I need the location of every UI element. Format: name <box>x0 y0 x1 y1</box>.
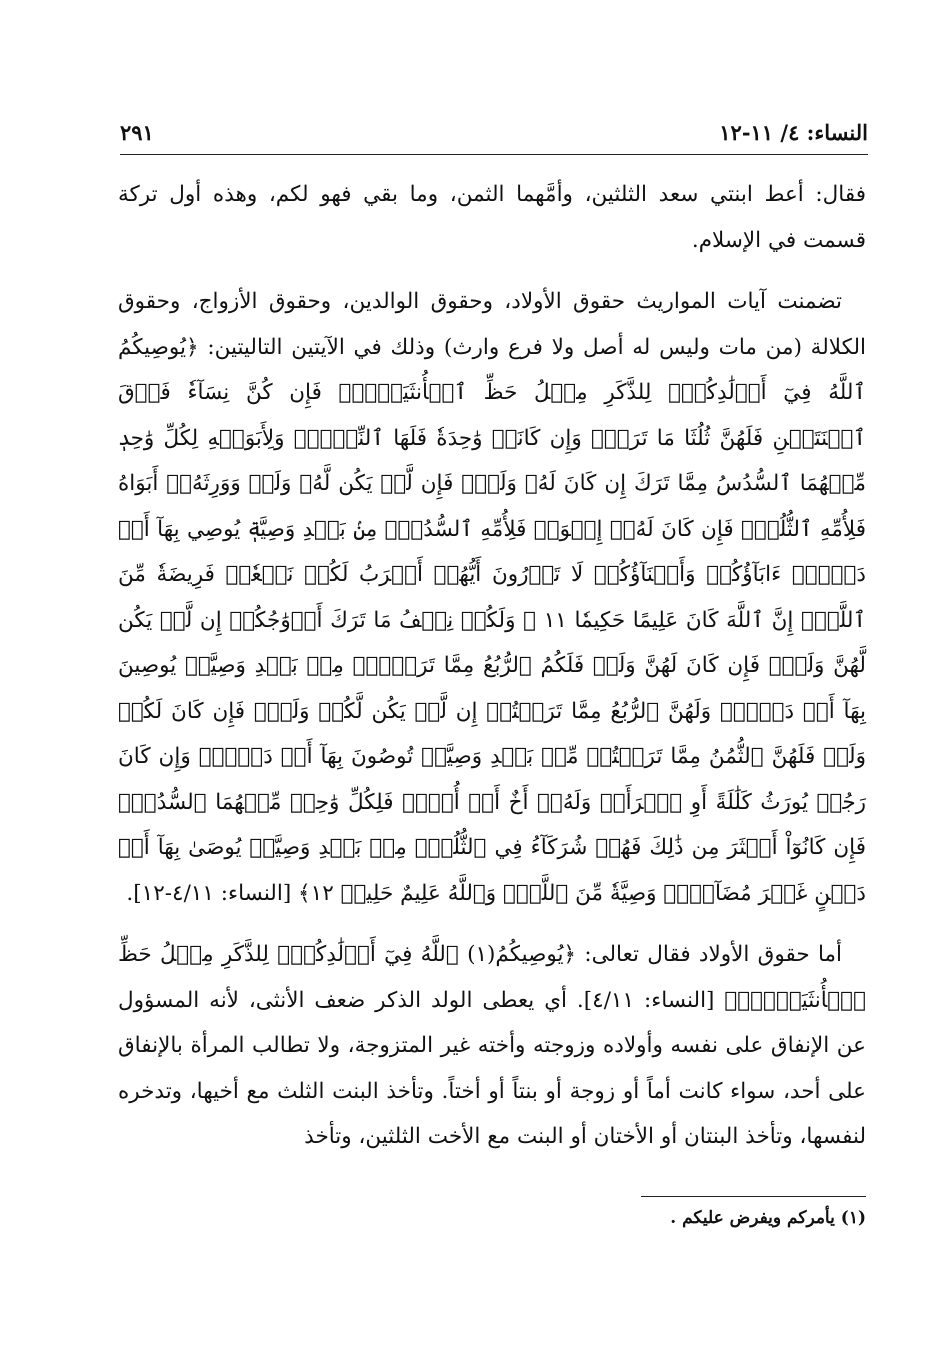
running-head: النساء: ٤/ ١١-١٢ <box>719 120 868 145</box>
body-text <box>118 172 866 1176</box>
paragraph-1: فقال: أعط ابنتي سعد الثلثين، وأمَّهما الثمن، وما بقي فهو لكم، وهذه أول تركة قسمت في الإسلام. <box>118 182 866 253</box>
paragraph-2: تضمنت آيات المواريث حقوق الأولاد، وحقوق الوالدين، وحقوق الأزواج، وحقوق الكلالة (من مات وليس له أصل ولا فرع وارث) وذلك في الآيتين التاليتين: ﴿يُوصِيكُمُ ٱللَّهُ فِيٓ أَوۡلَٰدِكُمۡۖ لِلذَّكَرِ مِثۡلُ حَظِّ ٱلۡأُنثَيَيۡنِۚ فَإِن كُنَّ نِسَآءٗ فَوۡقَ ٱثۡنَتَيۡنِ فَلَهُنَّ ثُلُثَا مَا تَرَكَۖ وَإِن كَانَتۡ وَٰحِدَةٗ فَلَهَا ٱلنِّصۡفُۚ وَلِأَبَوَيۡهِ لِكُلِّ وَٰحِدٖ مِّنۡهُمَا ٱلسُّدُسُ مِمَّا تَرَكَ إِن كَانَ لَهُۥ وَلَدٞۚ فَإِن لَّمۡ يَكُن لَّهُۥ وَلَدٞ وَوَرِثَهُۥٓ أَبَوَاهُ فَلِأُمِّهِ ٱلثُّلُثُۚ فَإِن كَانَ لَهُۥٓ إِخۡوَةٞ فَلِأُمِّهِ ٱلسُّدُسُۚ مِنۢ بَعۡدِ وَصِيَّةٖ يُوصِي بِهَآ أَوۡ دَيۡنٍۗ ءَابَآؤُكُمۡ وَأَبۡنَآؤُكُمۡ لَا تَدۡرُونَ أَيُّهُمۡ أَقۡرَبُ لَكُمۡ نَفۡعٗاۚ فَرِيضَةٗ مِّنَ ٱللَّهِۗ إِنَّ ٱللَّهَ كَانَ عَلِيمًا حَكِيمٗا ١١ ۞ وَلَكُمۡ نِصۡفُ مَا تَرَكَ أَزۡوَٰجُكُمۡ إِن لَّمۡ يَكُن لَّهُنَّ وَلَدٞۚ فَإِن كَانَ لَهُنَّ وَلَدٞ فَلَكُمُ ٱلرُّبُعُ مِمَّا تَرَكۡنَۚ مِنۢ بَعۡدِ وَصِيَّةٖ يُوصِينَ بِهَآ أَوۡ دَيۡنٖۚ وَلَهُنَّ ٱلرُّبُعُ مِمَّا تَرَكۡتُمۡ إِن لَّمۡ يَكُن لَّكُمۡ وَلَدٞۚ فَإِن كَانَ لَكُمۡ وَلَدٞ فَلَهُنَّ ٱلثُّمُنُ مِمَّا تَرَكۡتُمۚ مِّنۢ بَعۡدِ وَصِيَّةٖ تُوصُونَ بِهَآ أَوۡ دَيۡنٖۗ وَإِن كَانَ رَجُلٞ يُورَثُ كَلَٰلَةً أَوِ ٱمۡرَأَةٞ وَلَهُۥٓ أَخٌ أَوۡ أُخۡتٞ فَلِكُلِّ وَٰحِدٖ مِّنۡهُمَا ٱلسُّدُسُۚ فَإِن كَانُوٓاْ أَكۡثَرَ مِن ذَٰلِكَ فَهُمۡ شُرَكَآءُ فِي ٱلثُّلُثِۚ مِنۢ بَعۡدِ وَصِيَّةٖ يُوصَىٰ بِهَآ أَوۡ دَيۡنٍ غَيۡرَ مُضَآرّٖۚ وَصِيَّةٗ مِّنَ ٱللَّهِۗ وَٱللَّهُ عَلِيمٌ حَلِيمٞ ١٢﴾ [النساء: ٤/١١-١٢]. <box>118 289 867 906</box>
page-number: ٢٩١ <box>120 120 154 145</box>
footnote: (١) يأمركم ويفرض عليكم . <box>670 1208 866 1228</box>
paragraph-3: أما حقوق الأولاد فقال تعالى: ﴿يُوصِيكُمُ(١) ٱللَّهُ فِيٓ أَوۡلَٰدِكُمۡۖ لِلذَّكَرِ مِثۡلُ حَظِّ ٱلۡأُنثَيَيۡنِۚ﴾ [النساء: ٤/١١]. أي يعطى الولد الذكر ضعف الأنثى، لأنه المسؤول عن الإنفاق على نفسه وأولاده وزوجته وأخته غير المتزوجة، ولا تطالب المرأة بالإنفاق على أحد، سواء كانت أماً أو زوجة أو بنتاً أو أختاً. وتأخذ البنت الثلث مع أخيها، وتدخره لنفسها، وتأخذ البنتان أو الأختان أو البنت مع الأخت الثلثين، وتأخذ <box>118 942 866 1149</box>
footnote-divider <box>641 1196 866 1197</box>
page-header <box>120 118 868 155</box>
